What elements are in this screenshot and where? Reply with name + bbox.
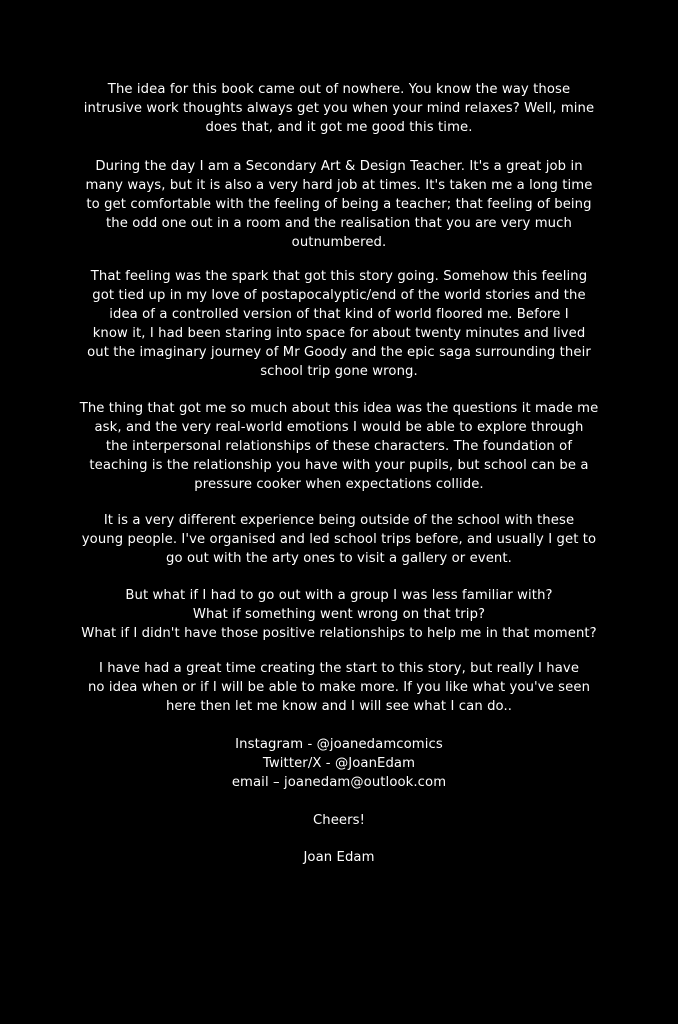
signoff-text: Cheers! bbox=[312, 813, 366, 828]
text-line: here then let me know and I will see what I can do.. bbox=[165, 699, 513, 714]
paragraph-what-if bbox=[54, 586, 624, 643]
text-line: outnumbered. bbox=[291, 235, 387, 250]
text-line: pressure cooker when expectations collide. bbox=[194, 477, 484, 492]
text-line: out the imaginary journey of Mr Goody and the epic saga surrounding their bbox=[87, 345, 591, 360]
paragraph-closing bbox=[54, 659, 624, 716]
text-line: The idea for this book came out of nowhere. You know the way those bbox=[107, 82, 571, 97]
text-line: go out with the arty ones to visit a gallery or event. bbox=[166, 551, 512, 566]
text-line: idea of a controlled version of that kind of world floored me. Before I bbox=[109, 307, 569, 322]
email-address: email – joanedam@outlook.com bbox=[231, 775, 447, 790]
text-line: young people. I've organised and led school trips before, and usually I get to bbox=[81, 532, 597, 547]
text-line: ask, and the very real-world emotions I would be able to explore through bbox=[94, 420, 584, 435]
text-line: know it, I had been staring into space for about twenty minutes and lived bbox=[92, 326, 586, 341]
author-name: Joan Edam bbox=[303, 850, 375, 865]
text-line: During the day I am a Secondary Art & Design Teacher. It's a great job in bbox=[95, 159, 583, 174]
text-line: What if something went wrong on that trip? bbox=[192, 607, 486, 622]
paragraph-spark bbox=[54, 267, 624, 381]
paragraph-questions bbox=[54, 399, 624, 494]
text-line: school trip gone wrong. bbox=[260, 364, 418, 379]
paragraph-school-trips bbox=[54, 511, 624, 568]
text-line: It is a very different experience being outside of the school with these bbox=[103, 513, 575, 528]
text-line: the odd one out in a room and the realisation that you are very much bbox=[106, 216, 572, 231]
text-line: I have had a great time creating the start to this story, but really I have bbox=[98, 661, 580, 676]
text-line: no idea when or if I will be able to make more. If you like what you've seen bbox=[87, 680, 591, 695]
text-line: got tied up in my love of postapocalyptic/end of the world stories and the bbox=[92, 288, 586, 303]
text-line: does that, and it got me good this time. bbox=[205, 120, 473, 135]
paragraph-teacher bbox=[54, 157, 624, 252]
text-line: intrusive work thoughts always get you when your mind relaxes? Well, mine bbox=[83, 101, 595, 116]
twitter-handle: Twitter/X - @JoanEdam bbox=[262, 756, 416, 771]
text-line: But what if I had to go out with a group I was less familiar with? bbox=[125, 588, 553, 603]
text-line: many ways, but it is also a very hard job at times. It's taken me a long time bbox=[85, 178, 593, 193]
paragraph-intro bbox=[54, 80, 624, 137]
text-line: teaching is the relationship you have with your pupils, but school can be a bbox=[89, 458, 589, 473]
signoff bbox=[54, 811, 624, 830]
text-line: to get comfortable with the feeling of being a teacher; that feeling of being bbox=[86, 197, 592, 212]
text-line: The thing that got me so much about this idea was the questions it made me bbox=[79, 401, 599, 416]
text-line: the interpersonal relationships of these characters. The foundation of bbox=[105, 439, 573, 454]
instagram-handle: Instagram - @joanedamcomics bbox=[235, 737, 443, 752]
contact-info bbox=[54, 735, 624, 792]
text-line: That feeling was the spark that got this story going. Somehow this feeling bbox=[90, 269, 588, 284]
text-line: What if I didn't have those positive relationships to help me in that moment? bbox=[81, 626, 597, 641]
author-signature bbox=[54, 848, 624, 867]
